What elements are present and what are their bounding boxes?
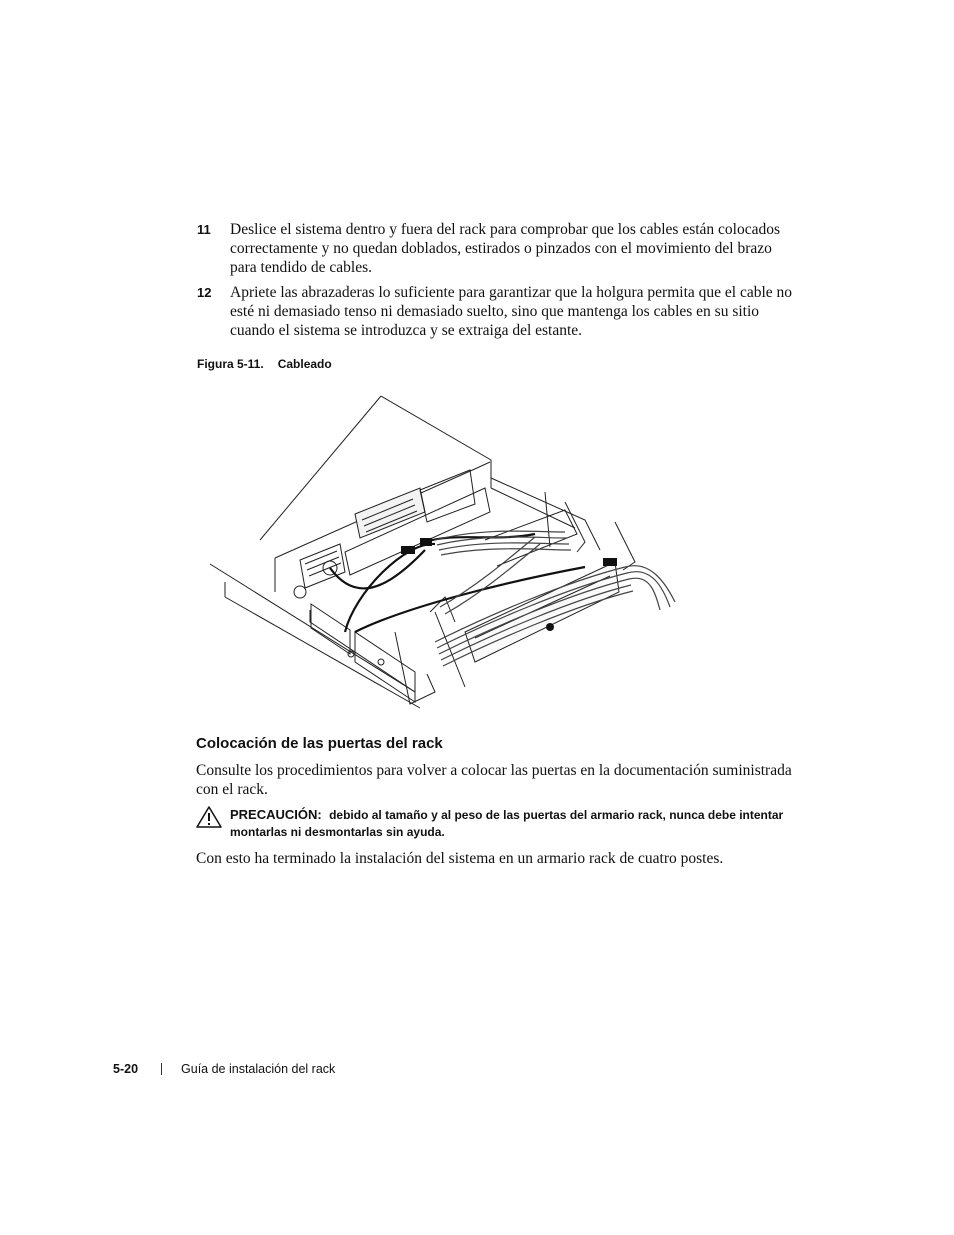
figure-label: Figura 5-11.	[197, 357, 264, 371]
caution-notice	[196, 806, 796, 841]
figure-caption	[197, 357, 332, 371]
section-heading: Colocación de las puertas del rack	[196, 735, 443, 752]
step-text: Deslice el sistema dentro y fuera del rack para comprobar que los cables están colocados correctamente y no quedan doblados, estirados o pinzados con el movimiento del brazo para tendido de cables.	[230, 221, 781, 276]
caution-text: debido al tamaño y al peso de las puertas del armario rack, nunca debe intentar montarlas ni desmontarlas sin ayuda.	[230, 808, 784, 839]
page-number: 5-20	[113, 1062, 139, 1076]
footer-divider	[161, 1063, 162, 1075]
guide-title: Guía de instalación del rack	[181, 1062, 336, 1076]
page-footer	[113, 1062, 335, 1076]
step-number: 12	[197, 285, 212, 300]
step-12	[197, 283, 797, 340]
step-number: 11	[197, 222, 211, 237]
figure-title: Cableado	[277, 357, 332, 371]
closing-paragraph: Con esto ha terminado la instalación del sistema en un armario rack de cuatro postes.	[196, 850, 724, 867]
cabling-illustration	[205, 392, 685, 718]
section-paragraph: Consulte los procedimientos para volver a colocar las puertas en la documentación suministrada con el rack.	[196, 762, 792, 798]
caution-label: PRECAUCIÓN:	[230, 807, 322, 822]
warning-triangle-icon	[196, 806, 222, 828]
step-11	[197, 220, 797, 277]
step-text: Apriete las abrazaderas lo suficiente para garantizar que la holgura permita que el cable no esté ni demasiado tenso ni demasiado suelto, sino que mantenga los cables en su sitio cuando el sistema se introduzca y se extraiga del estante.	[230, 284, 793, 339]
